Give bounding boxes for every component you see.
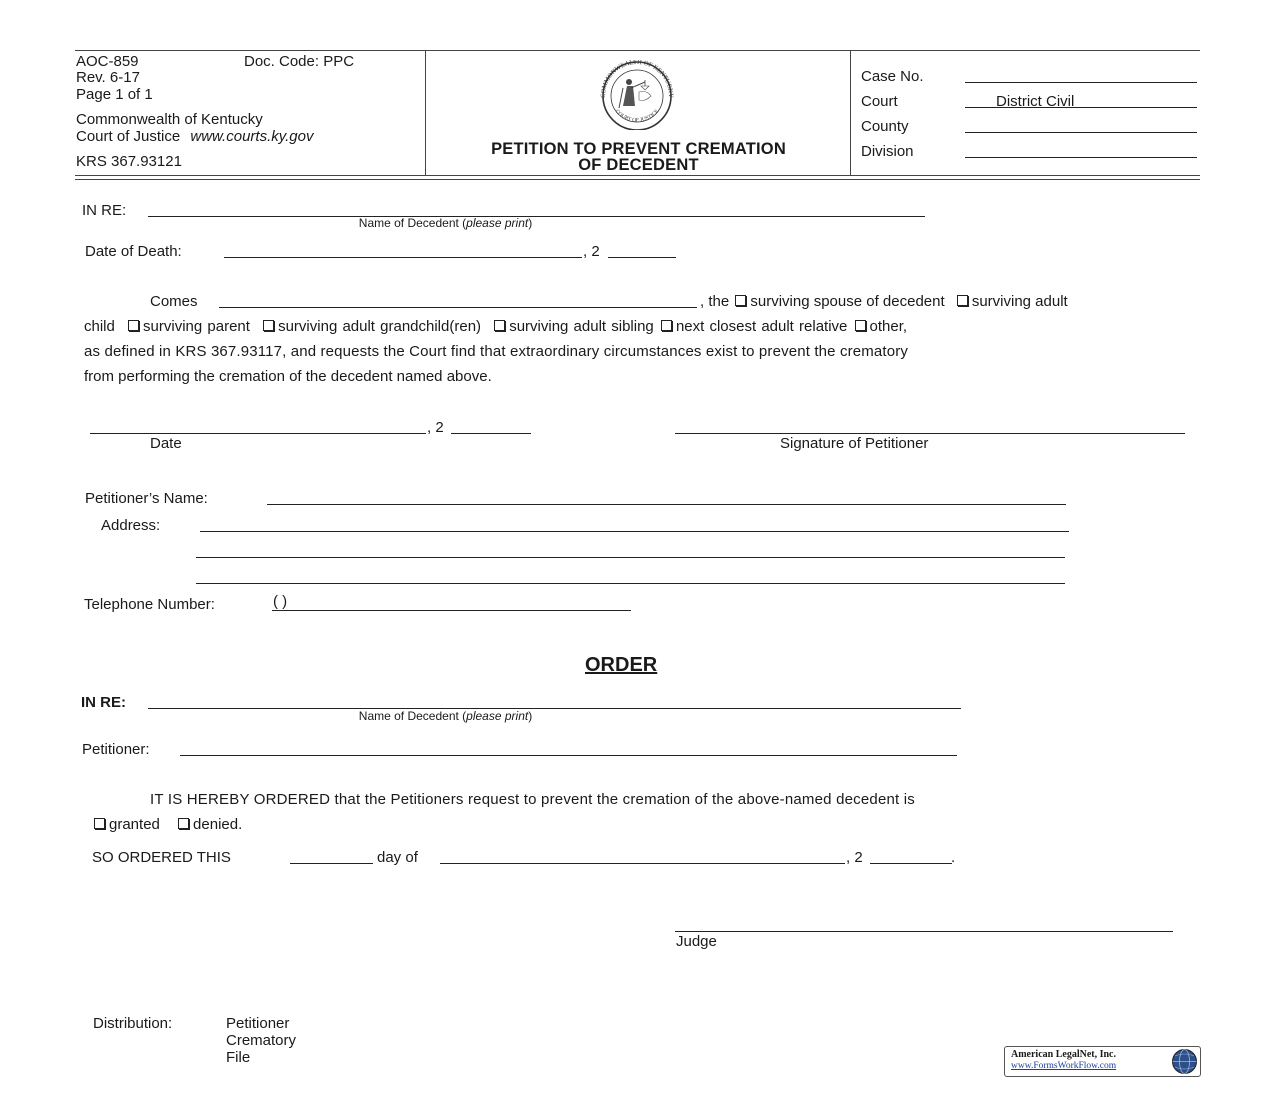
svg-text:COURT OF JUSTICE — [614, 108, 661, 124]
option-adult-child-label: surviving adult — [971, 293, 1068, 310]
court-of-justice-label: Court of Justice — [76, 128, 181, 145]
signature-caption: Signature of Petitioner — [780, 435, 929, 452]
distribution-item: File — [226, 1049, 251, 1066]
day-of-label: day of — [377, 849, 418, 866]
checkbox-next-relative[interactable] — [661, 320, 672, 331]
address-line-3[interactable] — [196, 583, 1065, 584]
checkbox-granted[interactable] — [94, 818, 105, 829]
checkbox-parent[interactable] — [128, 320, 139, 331]
logo-url[interactable]: www.FormsWorkFlow.com — [1011, 1061, 1117, 1071]
telephone-field[interactable] — [272, 610, 631, 611]
comes-label: Comes — [150, 293, 198, 310]
petitioner-comes-field[interactable] — [219, 307, 697, 308]
date-of-death-field[interactable] — [224, 257, 582, 258]
order-decision-options — [92, 816, 242, 833]
the-text: , the — [700, 293, 730, 310]
header-bottom-rule-2 — [75, 179, 1200, 180]
seal-top-text: COMMONWEALTH OF KENTUCKY — [599, 60, 675, 99]
checkbox-spouse[interactable] — [735, 295, 746, 306]
caption-text: Name of Decedent ( — [358, 709, 467, 723]
address-line-1[interactable] — [200, 531, 1069, 532]
distribution-item: Petitioner — [226, 1015, 290, 1032]
petition-text-line-4: from performing the cremation of the decedent named above. — [84, 368, 492, 385]
date-of-death-label: Date of Death: — [85, 243, 182, 260]
caption-close: ) — [528, 709, 533, 723]
order-decedent-caption — [148, 709, 743, 723]
court-of-justice-line — [76, 128, 313, 145]
case-no-label: Case No. — [861, 68, 924, 85]
address-line-2[interactable] — [196, 557, 1065, 558]
header-top-rule — [75, 50, 1200, 51]
petition-text-line-3: as defined in KRS 367.93117, and requests the Court find that extraordinary circumstances exist to prevent the crematory — [84, 343, 908, 360]
order-period: . — [951, 849, 956, 866]
petition-date-year-prefix: , 2 — [427, 419, 444, 436]
order-year-field[interactable] — [870, 863, 952, 864]
checkbox-sibling[interactable] — [494, 320, 505, 331]
granted-label: granted — [109, 816, 160, 833]
checkbox-grandchild[interactable] — [263, 320, 274, 331]
option-spouse-label: surviving spouse of decedent — [750, 293, 945, 310]
order-text: IT IS HEREBY ORDERED that the Petitioners request to prevent the cremation of the above-named decedent is — [150, 791, 916, 808]
option-sibling-label: surviving adult sibling — [509, 318, 654, 335]
globe-icon — [1171, 1048, 1198, 1075]
relationship-line-1 — [700, 293, 1068, 310]
distribution-list — [226, 1015, 296, 1066]
header-bottom-rule — [75, 175, 1200, 176]
judge-signature-field[interactable] — [675, 931, 1173, 932]
caption-close: ) — [528, 216, 533, 230]
judge-caption: Judge — [676, 933, 717, 950]
address-label: Address: — [101, 517, 161, 534]
court-label: Court — [861, 93, 898, 110]
order-year-prefix: , 2 — [846, 849, 863, 866]
seal-bottom-text: COURT OF JUSTICE — [613, 108, 661, 124]
form-title-line-2: OF DECEDENT — [578, 156, 699, 174]
page-number: Page 1 of 1 — [76, 86, 153, 103]
form-title-line-1: PETITION TO PREVENT CREMATION — [491, 140, 786, 158]
option-next-relative-label: next closest adult relative — [675, 318, 848, 335]
checkbox-other[interactable] — [855, 320, 866, 331]
form-id: AOC-859 — [76, 53, 139, 70]
caption-text: Name of Decedent ( — [358, 216, 467, 230]
court-value: District Civil — [996, 93, 1075, 110]
website-link[interactable]: www.courts.ky.gov — [190, 128, 314, 145]
doc-code: Doc. Code: PPC — [244, 53, 355, 70]
petitioner-name-label: Petitioner’s Name: — [85, 490, 208, 507]
child-text: child — [84, 318, 115, 335]
option-other-label: other, — [869, 318, 908, 335]
telephone-label: Telephone Number: — [84, 596, 215, 613]
relationship-line-2 — [84, 318, 907, 335]
caption-please-print: please print — [466, 216, 529, 230]
revision: Rev. 6-17 — [76, 69, 140, 86]
logo-company: American LegalNet, Inc. — [1011, 1049, 1116, 1060]
order-month-field[interactable] — [440, 863, 845, 864]
telephone-area-code: ( ) — [273, 593, 288, 610]
in-re-label: IN RE: — [82, 202, 127, 219]
option-parent-label: surviving parent — [143, 318, 250, 335]
denied-label: denied. — [193, 816, 243, 833]
division-label: Division — [861, 143, 914, 160]
distribution-label: Distribution: — [93, 1015, 173, 1032]
krs-reference: KRS 367.93121 — [76, 153, 182, 170]
date-of-death-year-prefix: , 2 — [583, 243, 600, 260]
order-in-re-label: IN RE: — [81, 694, 126, 711]
caption-please-print: please print — [466, 709, 529, 723]
checkbox-denied[interactable] — [178, 818, 189, 829]
checkbox-adult-child[interactable] — [957, 295, 968, 306]
distribution-item: Crematory — [226, 1032, 297, 1049]
petitioner-signature-field[interactable] — [675, 433, 1185, 434]
option-grandchild-label: surviving adult grandchild(ren) — [278, 318, 482, 335]
kentucky-court-seal-icon — [587, 60, 687, 130]
petition-date-field[interactable] — [90, 433, 426, 434]
date-caption: Date — [150, 435, 182, 452]
petition-date-year-field[interactable] — [451, 433, 531, 434]
american-legalnet-logo[interactable] — [1004, 1046, 1201, 1077]
county-label: County — [861, 118, 909, 135]
petitioner-name-field[interactable] — [267, 504, 1066, 505]
so-ordered-label: SO ORDERED THIS — [92, 849, 231, 866]
order-day-field[interactable] — [290, 863, 373, 864]
county-field[interactable] — [965, 132, 1197, 133]
order-petitioner-label: Petitioner: — [82, 741, 150, 758]
case-no-field[interactable] — [965, 82, 1197, 83]
order-title: ORDER — [585, 654, 658, 676]
form-title — [426, 141, 851, 173]
commonwealth-label: Commonwealth of Kentucky — [76, 111, 263, 128]
order-petitioner-field[interactable] — [180, 755, 957, 756]
division-field[interactable] — [965, 157, 1197, 158]
decedent-name-caption — [148, 216, 743, 230]
date-of-death-year-field[interactable] — [608, 257, 676, 258]
